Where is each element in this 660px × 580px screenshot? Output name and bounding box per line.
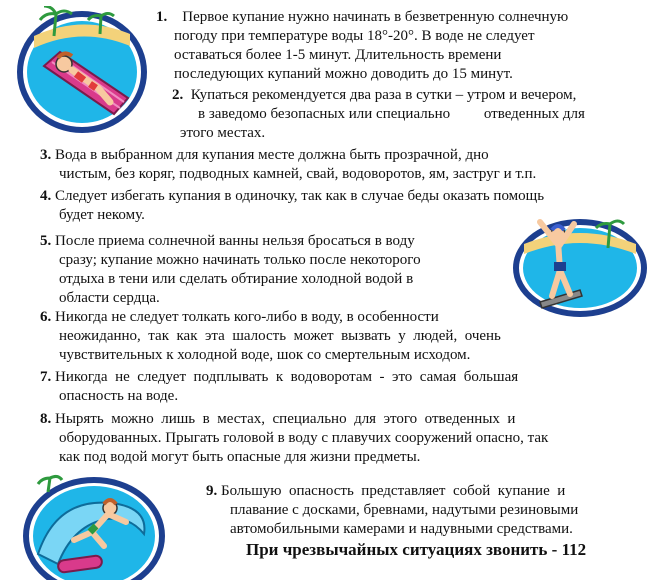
- rule-line: погоду при температуре воды 18°-20°. В воде не следует: [174, 28, 535, 44]
- surfer-wave-illustration: [18, 474, 168, 580]
- rule-8: [40, 410, 640, 467]
- rule-number: 9.: [206, 483, 218, 499]
- rule-line: Вода в выбранном для купания месте должна быть прозрачной, дно: [55, 147, 489, 163]
- diver-illustration: [510, 214, 648, 318]
- rule-2: [172, 86, 638, 143]
- rule-line: области сердца.: [59, 290, 160, 306]
- rule-1: [156, 8, 640, 84]
- emergency-phone-note: При чрезвычайных ситуациях звонить - 112: [246, 540, 587, 559]
- rule-line: в заведомо безопасных или специально отведенных для: [198, 106, 585, 122]
- rule-number: 4.: [40, 188, 52, 204]
- rule-line: плавание с досками, бревнами, надутыми резиновыми: [230, 502, 579, 518]
- rule-line: Никогда не следует подплывать к водоворотам - это самая большая: [55, 369, 519, 385]
- rule-line: будет некому.: [59, 207, 145, 223]
- rule-line: Купаться рекомендуется два раза в сутки – утром и вечером,: [190, 87, 577, 103]
- rule-7: [40, 368, 640, 406]
- rule-line: Первое купание нужно начинать в безветренную солнечную: [182, 9, 569, 25]
- rule-line: Следует избегать купания в одиночку, так как в случае беды оказать помощь: [55, 188, 545, 204]
- rule-line: оставаться более 1-5 минут. Длительность времени: [174, 47, 502, 63]
- rule-line: Никогда не следует толкать кого-либо в воду, в особенности: [55, 309, 439, 325]
- rule-number: 6.: [40, 309, 52, 325]
- rule-4: [40, 187, 640, 225]
- rule-6: [40, 308, 640, 365]
- rule-number: 2.: [172, 87, 184, 103]
- sunbathing-woman-illustration: [14, 6, 150, 136]
- rule-line: После приема солнечной ванны нельзя бросаться в воду: [55, 233, 415, 249]
- rule-line: опасность на воде.: [59, 388, 179, 404]
- rule-number: 3.: [40, 147, 52, 163]
- rule-line: оборудованных. Прыгать головой в воду с плавучих сооружений опасно, так: [59, 430, 549, 446]
- rule-9: [206, 482, 638, 539]
- rule-line: последующих купаний можно доводить до 15 минут.: [174, 66, 513, 82]
- rule-line: отдыха в тени или сделать обтирание холодной водой в: [59, 271, 414, 287]
- rule-line: неожиданно, так как эта шалость может вызвать у людей, очень: [59, 328, 501, 344]
- rule-line: этого местах.: [180, 125, 266, 141]
- rule-number: 8.: [40, 411, 52, 427]
- rule-line: Нырять можно лишь в местах, специально для этого отведенных и: [55, 411, 516, 427]
- rule-number: 5.: [40, 233, 52, 249]
- rule-3: [40, 146, 640, 184]
- rule-line: автомобильными камерами и надувными средствами.: [230, 521, 573, 537]
- rule-5: [40, 232, 510, 308]
- rule-number: 7.: [40, 369, 52, 385]
- rule-line: как под водой могут быть опасные для жизни предметы.: [59, 449, 421, 465]
- rule-line: Большую опасность представляет собой купание и: [221, 483, 566, 499]
- rule-number: 1.: [156, 9, 168, 25]
- rule-line: сразу; купание можно начинать только после некоторого: [59, 252, 421, 268]
- rule-line: чувствительных к холодной воде, шок со смертельным исходом.: [59, 347, 471, 363]
- rule-line: чистым, без коряг, подводных камней, свай, водоворотов, ям, заструг и т.п.: [59, 166, 537, 182]
